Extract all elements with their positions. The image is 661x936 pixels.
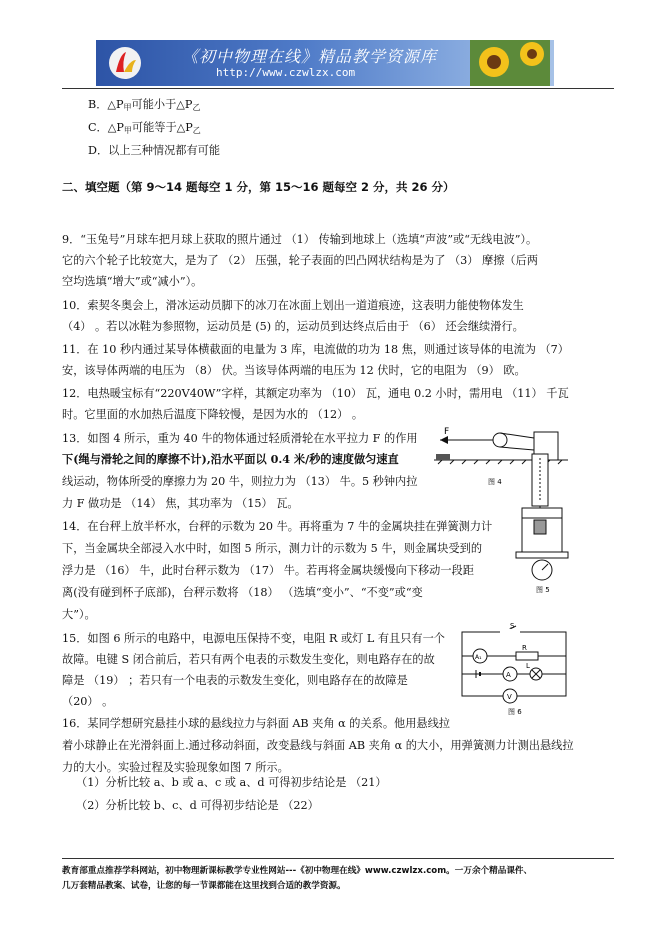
text-line: 14．在台秤上放半杯水，台秤的示数为 20 牛。再将重为 7 牛的金属块挂在弹簧测力计 <box>62 520 493 533</box>
text-line: 故障。电键 S 闭合前后，若只有两个电表的示数发生变化，则电路存在的故 <box>62 653 435 666</box>
text-line: 离(没有碰到杯子底部)，台秤示数将 （18） （选填“变小”、“不变”或“变 <box>62 586 423 599</box>
sunflower-icon <box>470 40 550 86</box>
text-line: 线运动，物体所受的摩擦力为 20 牛，则拉力为 （13） 牛。5 秒钟内拉 <box>62 475 418 488</box>
text-line: 空均选填“增大”或“减小”）。 <box>62 275 203 288</box>
text-line: 下，当金属块全部浸入水中时，如图 5 所示，测力计的示数为 5 牛，则金属块受到的 <box>62 542 483 555</box>
footer-rule <box>62 858 614 859</box>
fig6-voltmeter-label: V <box>507 693 512 701</box>
text-line: 10．索契冬奥会上，滑冰运动员脚下的冰刀在冰面上划出一道道痕迹，这表明力能使物体发生 <box>62 299 524 312</box>
banner-title: 《初中物理在线》精品教学资源库 <box>182 47 438 66</box>
option-d: D．以上三种情况都有可能 <box>88 144 221 157</box>
text-line: 15．如图 6 所示的电路中，电源电压保持不变，电阻 R 或灯 L 有且只有一个 <box>62 632 445 645</box>
fig6-resistor-label: R <box>522 644 527 652</box>
fig6-ammeter2-label: A <box>506 671 511 679</box>
fig6-ammeter1-label: A₁ <box>475 654 482 661</box>
text-line: 力的大小。实验过程及实验现象如图 7 所示。 <box>62 761 289 774</box>
site-logo-icon <box>108 46 142 80</box>
text-line: （4） 。若以冰鞋为参照物，运动员是 (5) 的，运动员到达终点后由于 （6） 还会继续滑行。 <box>62 320 524 333</box>
option-c: C．$\triangle P_甲$可能等于$\triangle P_乙$ <box>88 121 201 135</box>
header-rule <box>62 88 614 89</box>
header-banner <box>96 40 554 86</box>
text-line: 11．在 10 秒内通过某导体横截面的电量为 3 库，电流做的功为 18 焦，则通过该导体的电流为 （7） <box>62 343 569 356</box>
text-line: （20） 。 <box>62 695 114 708</box>
fig6-lamp-label: L <box>526 662 530 670</box>
fig5-caption: 图 5 <box>536 586 550 594</box>
text-line: 安，该导体两端的电压为 （8） 伏。当该导体两端的电压为 12 伏时，它的电阻为 （9） 欧。 <box>62 364 526 377</box>
text-line: 它的六个轮子比较宽大，是为了 （2） 压强，轮子表面的凹凸网状结构是为了 （3） 摩擦（后两 <box>62 254 538 267</box>
text-line: （2）分析比较 b、c、d 可得初步结论是 （22） <box>76 799 319 812</box>
banner-url: http://www.czwlzx.com <box>216 66 356 79</box>
option-b: B．$\triangle P_甲$可能小于$\triangle P_乙$ <box>88 98 201 112</box>
figure-6 <box>456 622 576 716</box>
text-line: 12．电热暖宝标有“220V40W”字样，其额定功率为 （10） 瓦，通电 0.2 小时，需用电 （11） 千瓦 <box>62 387 569 400</box>
text-line: 大”）。 <box>62 608 96 621</box>
footer-line-2: 几万套精品教案、试卷，让您的每一节课都能在这里找到合适的教学资源。 <box>62 881 346 891</box>
fig6-switch-label: S <box>510 622 515 630</box>
text-line: 下(绳与滑轮之间的摩擦不计),沿水平面以 0.4 米/秒的速度做匀速直 <box>62 452 399 466</box>
section-title: 二、填空题（第 9～14 题每空 1 分，第 15～16 题每空 2 分，共 26 分） <box>62 180 455 194</box>
text-line: （1）分析比较 a、b 或 a、c 或 a、d 可得初步结论是 （21） <box>76 776 387 789</box>
text-line: 障是 （19） ；若只有一个电表的示数发生变化，则电路存在的故障是 <box>62 674 408 687</box>
fig4-caption: 图 4 <box>488 478 502 486</box>
footer-line-1: 教育部重点推荐学科网站，初中物理新课标教学专业性网站---《初中物理在线》www.czwlzx.com。一万余个精品课件、 <box>62 866 533 876</box>
fig4-force-label: F <box>444 427 450 437</box>
text-line: 浮力是 （16） 牛，此时台秤示数为 （17） 牛。若再将金属块缓慢向下移动一段距 <box>62 564 474 577</box>
text-line: 时。它里面的水加热后温度下降较慢，是因为水的 （12） 。 <box>62 408 364 421</box>
fig6-caption: 图 6 <box>508 708 522 716</box>
text-line: 13．如图 4 所示，重为 40 牛的物体通过轻质滑轮在水平拉力 F 的作用 <box>62 432 418 445</box>
text-line: 力 F 做功是 （14） 焦，其功率为 （15） 瓦。 <box>62 497 299 510</box>
text-line: 16．某同学想研究悬挂小球的悬线拉力与斜面 AB 夹角 α 的关系。他用悬线拉 <box>62 717 450 730</box>
figure-5 <box>508 446 588 596</box>
text-line: 着小球静止在光滑斜面上.通过移动斜面，改变悬线与斜面 AB 夹角 α 的大小，用弹簧测力计测出悬线拉 <box>62 739 574 752</box>
text-line: 9．“玉兔号”月球车把月球上获取的照片通过 （1） 传输到地球上（选填“声波”或“无线电波”）。 <box>62 233 538 246</box>
